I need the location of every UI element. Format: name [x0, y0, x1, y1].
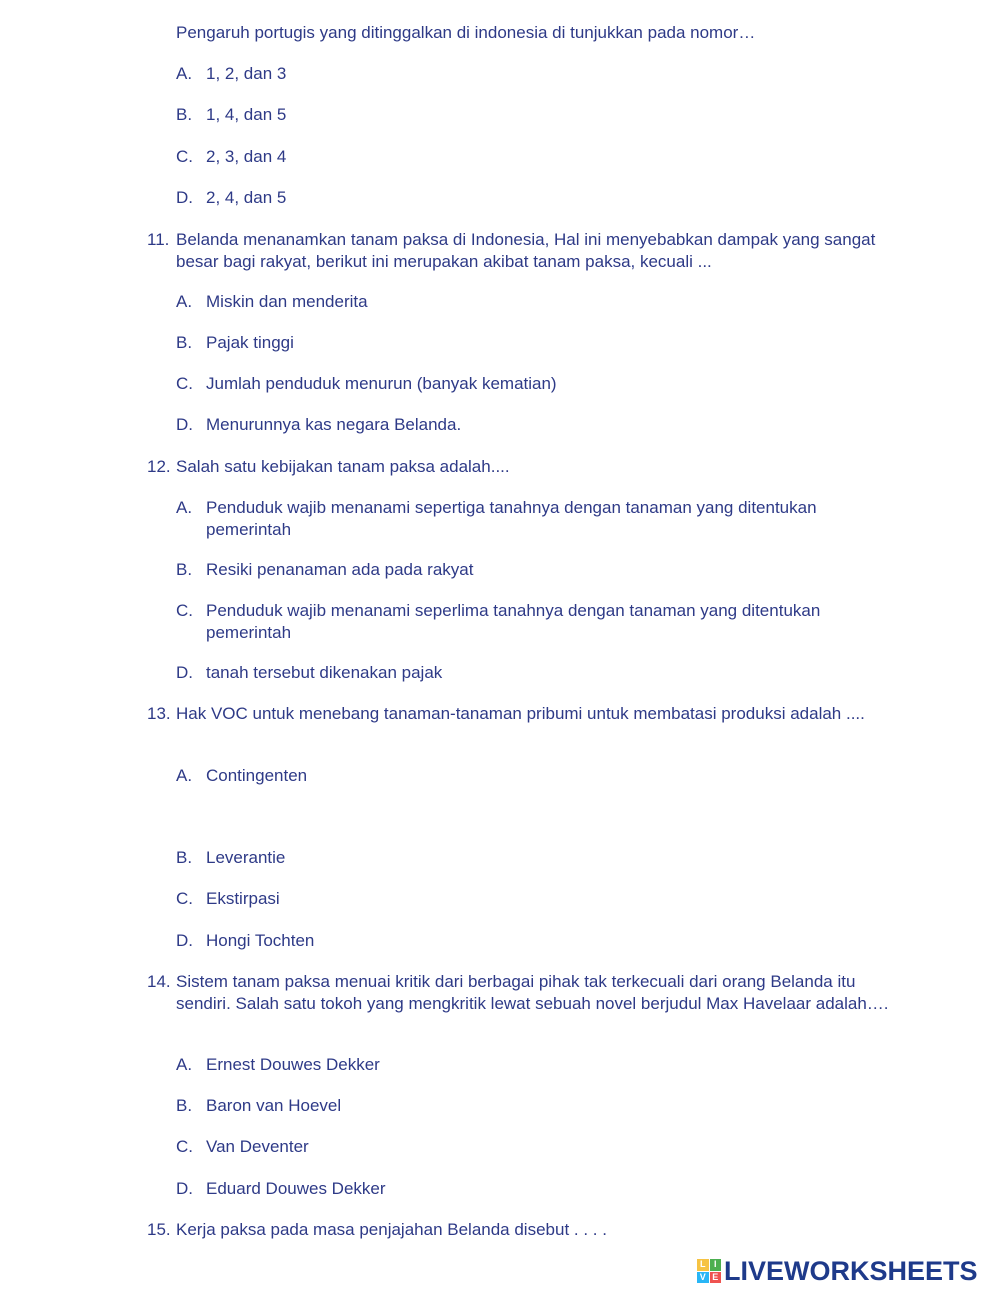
- q14-option-b[interactable]: [176, 1095, 886, 1117]
- option-text: 2, 3, dan 4: [206, 147, 287, 166]
- intro-option-b[interactable]: [176, 104, 886, 126]
- option-text: Penduduk wajib menanami sepertiga tanahnya dengan tanaman yang ditentukan pemerintah: [206, 498, 817, 539]
- q14-option-a[interactable]: [176, 1054, 886, 1076]
- question-number-13: 13.: [147, 704, 171, 723]
- option-letter: B.: [176, 333, 193, 352]
- option-text: Miskin dan menderita: [206, 292, 368, 311]
- option-letter: A.: [176, 766, 193, 785]
- question-text-14: Sistem tanam paksa menuai kritik dari berbagai pihak tak terkecuali dari orang Belanda itu sendiri. Salah satu tokoh yang mengkritik lewat sebuah novel berjudul Max Havelaar adalah….: [176, 972, 889, 1013]
- option-text: Penduduk wajib menanami seperlima tanahnya dengan tanaman yang ditentukan pemerintah: [206, 601, 821, 642]
- option-text: Van Deventer: [206, 1137, 309, 1156]
- option-text: 1, 2, dan 3: [206, 64, 287, 83]
- q12-option-d[interactable]: [176, 662, 886, 684]
- option-text: Contingenten: [206, 766, 308, 785]
- q12-option-a[interactable]: [176, 497, 886, 541]
- option-text: Leverantie: [206, 848, 286, 867]
- option-text: Hongi Tochten: [206, 931, 315, 950]
- q13-option-a[interactable]: [176, 765, 886, 787]
- option-letter: D.: [176, 415, 193, 434]
- option-text: 2, 4, dan 5: [206, 188, 287, 207]
- question-number-15: 15.: [147, 1220, 171, 1239]
- option-letter: B.: [176, 560, 193, 579]
- q14-option-d[interactable]: [176, 1178, 886, 1200]
- question-text-12: Salah satu kebijakan tanam paksa adalah....: [176, 457, 510, 476]
- option-text: Baron van Hoevel: [206, 1096, 342, 1115]
- option-letter: C.: [176, 601, 193, 620]
- q11-option-b[interactable]: [176, 332, 886, 354]
- option-text: Ernest Douwes Dekker: [206, 1055, 380, 1074]
- q13-option-b[interactable]: [176, 847, 886, 869]
- question-number-12: 12.: [147, 457, 171, 476]
- intro-option-a[interactable]: [176, 63, 886, 85]
- liveworksheets-logo[interactable]: [697, 1257, 978, 1285]
- question-number-14: 14.: [147, 972, 171, 991]
- logo-mark-icon: [697, 1259, 721, 1283]
- option-text: Resiki penanaman ada pada rakyat: [206, 560, 474, 579]
- option-letter: D.: [176, 931, 193, 950]
- option-letter: A.: [176, 292, 193, 311]
- option-text: Pajak tinggi: [206, 333, 294, 352]
- option-letter: C.: [176, 147, 193, 166]
- option-letter: A.: [176, 1055, 193, 1074]
- question-text-15: Kerja paksa pada masa penjajahan Belanda disebut . . . .: [176, 1220, 607, 1239]
- option-letter: B.: [176, 105, 193, 124]
- q11-option-a[interactable]: [176, 291, 886, 313]
- q13-option-c[interactable]: [176, 888, 886, 910]
- logo-mark-letter: V: [697, 1272, 709, 1284]
- q12-option-b[interactable]: [176, 559, 886, 581]
- q14-option-c[interactable]: [176, 1136, 886, 1158]
- question-text-11: Belanda menanamkan tanam paksa di Indonesia, Hal ini menyebabkan dampak yang sangat besar bagi rakyat, berikut ini merupakan akibat tanam paksa, kecuali ...: [176, 230, 876, 271]
- logo-mark-letter: L: [697, 1259, 709, 1271]
- option-letter: D.: [176, 663, 193, 682]
- option-text: 1, 4, dan 5: [206, 105, 287, 124]
- option-text: Menurunnya kas negara Belanda.: [206, 415, 462, 434]
- logo-text: LIVEWORKSHEETS: [724, 1255, 978, 1286]
- option-letter: A.: [176, 64, 193, 83]
- logo-mark-letter: E: [710, 1272, 722, 1284]
- option-text: Jumlah penduduk menurun (banyak kematian): [206, 374, 557, 393]
- intro-option-c[interactable]: [176, 146, 886, 168]
- q11-option-d[interactable]: [176, 414, 886, 436]
- q13-option-d[interactable]: [176, 930, 886, 952]
- option-letter: A.: [176, 498, 193, 517]
- option-letter: C.: [176, 889, 193, 908]
- option-letter: B.: [176, 848, 193, 867]
- option-letter: D.: [176, 1179, 193, 1198]
- option-letter: D.: [176, 188, 193, 207]
- option-letter: C.: [176, 1137, 193, 1156]
- question-text-13: Hak VOC untuk menebang tanaman-tanaman pribumi untuk membatasi produksi adalah ....: [176, 704, 865, 723]
- option-letter: C.: [176, 374, 193, 393]
- option-text: tanah tersebut dikenakan pajak: [206, 663, 443, 682]
- q12-option-c[interactable]: [176, 600, 886, 644]
- option-letter: B.: [176, 1096, 193, 1115]
- logo-mark-letter: I: [710, 1259, 722, 1271]
- intro-question: Pengaruh portugis yang ditinggalkan di indonesia di tunjukkan pada nomor…: [176, 23, 756, 42]
- option-text: Eduard Douwes Dekker: [206, 1179, 386, 1198]
- q11-option-c[interactable]: [176, 373, 886, 395]
- option-text: Ekstirpasi: [206, 889, 280, 908]
- question-number-11: 11.: [147, 230, 170, 249]
- intro-option-d[interactable]: [176, 187, 886, 209]
